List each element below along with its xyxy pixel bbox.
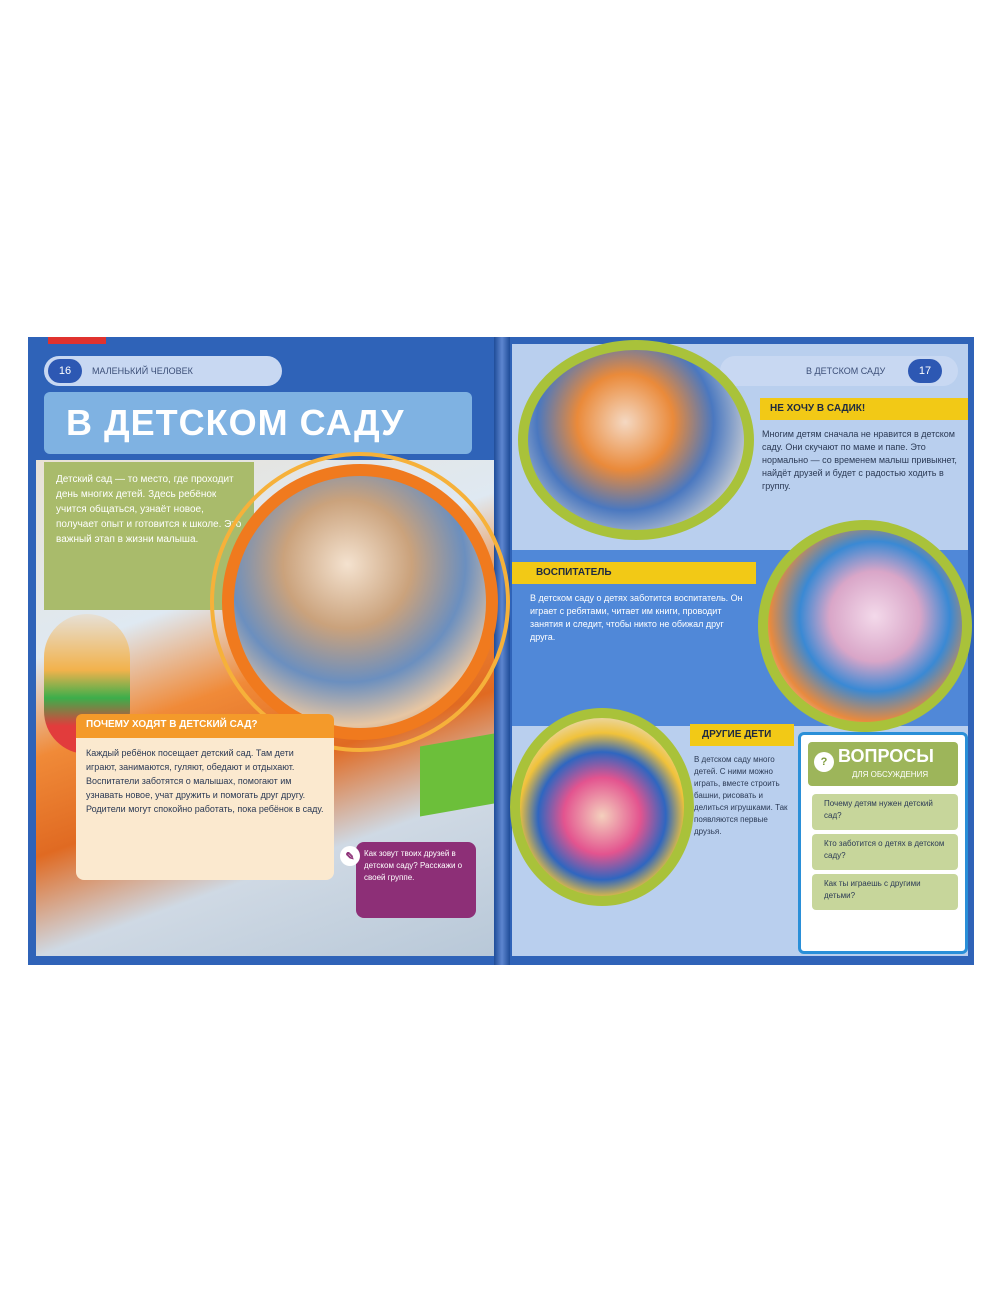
bookmark-tab [48,337,106,344]
intro-text: Детский сад — то место, где проходит день многих детей. Здесь ребёнок учится общаться, узнаёт новое, получает опыт и готовится к школе. Это важный этап в жизни малыша. [56,474,242,545]
note-icon: ✎ [340,846,360,866]
sec2-heading: ВОСПИТАТЕЛЬ [536,567,612,578]
questions-title: ВОПРОСЫ [838,746,934,766]
question-text: Кто заботится о детях в детском саду? [824,839,945,860]
children-playing-photo [510,708,694,906]
sec1-heading: НЕ ХОЧУ В САДИК! [770,403,866,414]
info-text: Каждый ребёнок посещает детский сад. Там дети играют, занимаются, гуляют, обедают и отдыхают. Воспитатели заботятся о малышах, помогают им узнавать новое, учат дружить и помогать друг другу. Родители могут спокойно работать, пока ребёнок в саду. [86,748,324,814]
subheading-text: ПОЧЕМУ ХОДЯТ В ДЕТСКИЙ САД? [86,719,258,730]
questions-subtitle: ДЛЯ ОБСУЖДЕНИЯ [852,770,929,779]
right-page-number: 17 [908,359,942,383]
sec3-text: В детском саду много детей. С ними можно играть, вместе строить башни, рисовать и делиться игрушками. Так появляются первые друзья. [694,755,788,836]
right-section-label: В ДЕТСКОМ САДУ [806,366,886,376]
page-title: В ДЕТСКОМ САДУ [66,402,405,443]
floor-rug [420,733,494,816]
crying-child-photo [518,340,754,540]
left-page-number: 16 [48,359,82,383]
question-text: Почему детям нужен детский сад? [824,799,933,820]
teacher-reading-photo [758,520,972,732]
question-text: Как ты играешь с другими детьми? [824,879,921,900]
left-section-label: МАЛЕНЬКИЙ ЧЕЛОВЕК [92,366,193,376]
teacher-photo-inner-ring [210,452,510,752]
sec3-heading: ДРУГИЕ ДЕТИ [702,729,772,740]
sec2-text: В детском саду о детях заботится воспитатель. Он играет с ребятами, читает им книги, проводит занятия и следит, чтобы никто не обижал друг друга. [530,593,743,642]
note-text: Как зовут твоих друзей в детском саду? Расскажи о своей группе. [364,849,463,882]
question-icon: ? [814,752,834,772]
sec1-text: Многим детям сначала не нравится в детском саду. Они скучают по маме и папе. Это нормально — со временем малыш привыкнет, найдёт друзей и будет с радостью ходить в группу. [762,429,957,491]
